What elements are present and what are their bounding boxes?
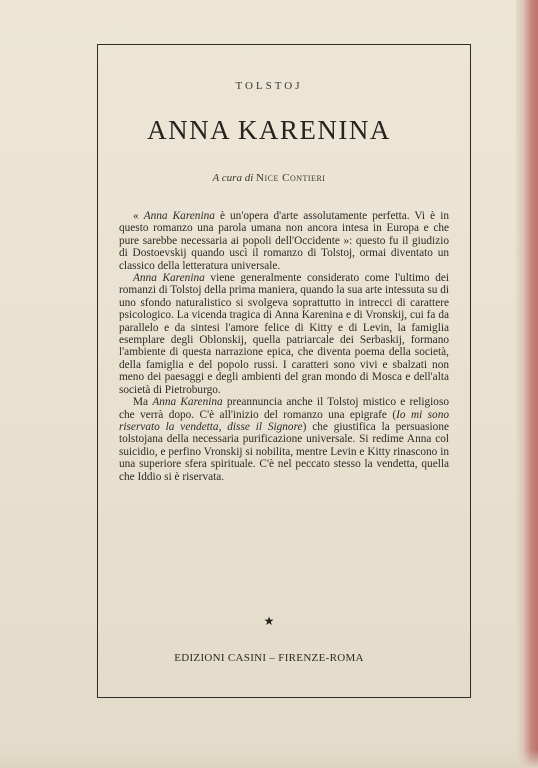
text-run: viene generalmente considerato come l'ultimo dei romanzi di Tolstoj della prima maniera, quando la sua arte intessuta su di uno sfondo naturalistico si svolgeva soprattutto in intrecci di carattere psicologico. La vicenda tragica di Anna Karenina e di Vronskij, cui fa da parallelo e da sintesi l'amore felice di Kitty e di Levin, la famiglia esemplare degli Oblonskij, quella patriarcale dei Serbaskij, formano l'ambiente di questa narrazione epica, che diventa poema della società, della famiglia e del popolo russi. I caratteri sono vivi e sbalzati non meno dei paesaggi e degli ambienti del gran mondo di Mosca e dell'alta società di Pietroburgo. xyxy=(119,272,449,396)
star-ornament: ★ xyxy=(263,614,275,628)
italic-run: Anna Karenina xyxy=(143,210,215,222)
blurb-paragraph-3 xyxy=(119,396,449,483)
text-run: è un'opera d'arte assolutamente perfetta. Vi è in questo romanzo una parola umana non ancora intesa in Europa e che pure sarebbe necessaria ai popoli dell'Occidente »: questo fu il giudizio di Dostoevskij quando uscì il romanzo di Tolstoj, ormai diventato un classico della letteratura universale. xyxy=(119,210,449,272)
author-name: TOLSTOJ xyxy=(235,80,303,92)
italic-run: Anna Karenina xyxy=(152,396,223,409)
publisher-imprint: EDIZIONI CASINI – FIRENZE-ROMA xyxy=(174,652,364,664)
text-run: preannuncia anche il Tolstoj mistico e religioso che verrà dopo. C'è all'inizio del romanzo una epigrafe ( xyxy=(119,396,449,421)
italic-run: Io mi sono riservato la vendetta, disse il Signore xyxy=(119,408,449,433)
text-run: ) che giustifica la persuasione tolstojana della necessaria purificazione universale. Si redime Anna col suicidio, e perfino Vronskij si nobilita, mentre Levin e Kitty rinascono in una superiore sfera spirituale. C'è nel peccato stesso la vendetta, quella che Iddio si è riservata. xyxy=(119,420,449,483)
blurb-paragraph-1 xyxy=(119,210,449,272)
book-bottom-edge xyxy=(0,750,538,768)
text-run: « xyxy=(133,210,144,222)
blurb-text xyxy=(119,210,449,483)
blurb-paragraph-2 xyxy=(119,272,449,396)
book-title: ANNA KARENINA xyxy=(147,115,391,145)
editor-prefix: A cura di xyxy=(212,172,254,184)
italic-run: Anna Karenina xyxy=(133,272,205,285)
editor-credit xyxy=(0,172,538,184)
editor-name: Nice Contieri xyxy=(256,172,326,184)
text-run: Ma xyxy=(133,396,153,409)
